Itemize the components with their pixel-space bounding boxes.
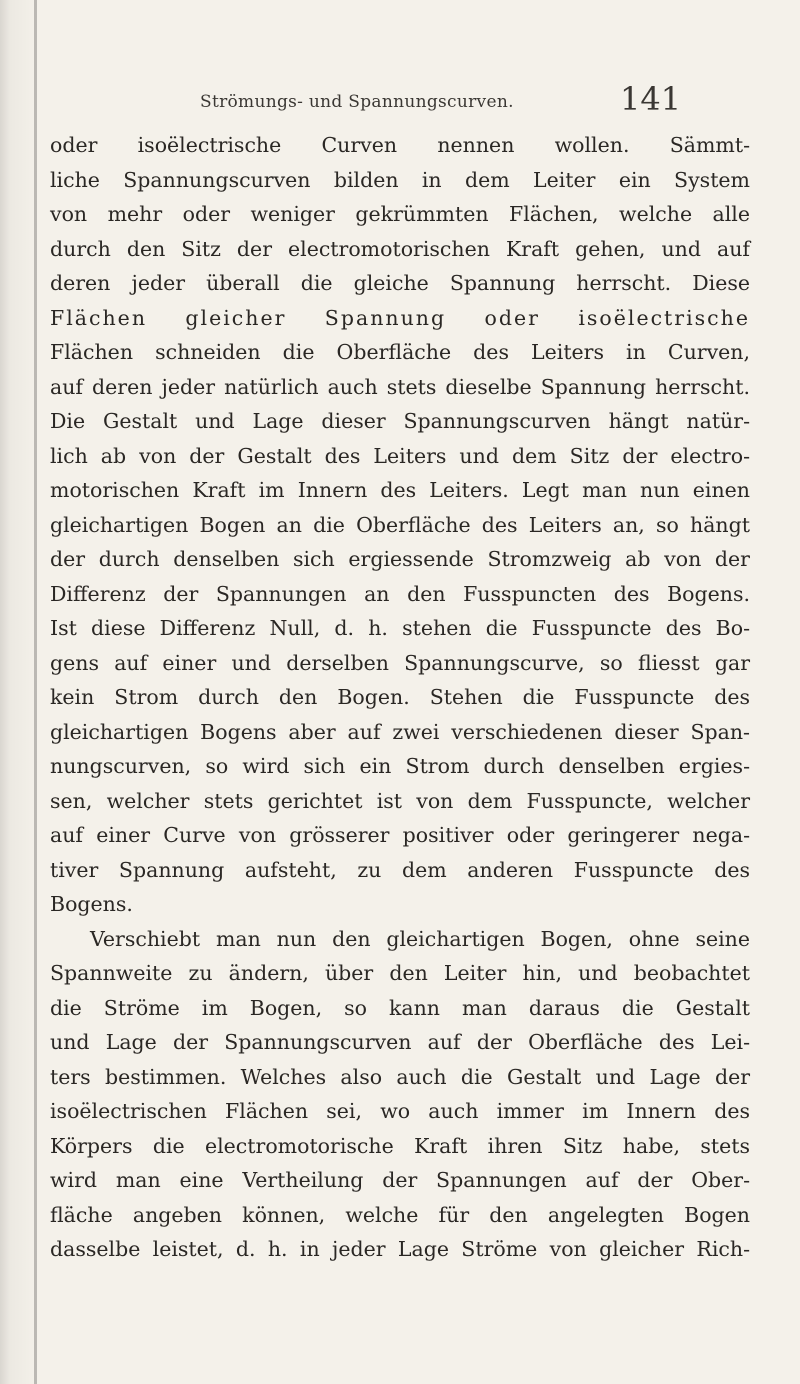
text-line: Körpers die electromotorische Kraft ihren Sitz habe, stets (50, 1133, 750, 1158)
text-line: Differenz der Spannungen an den Fusspuncten des Bogens. (50, 581, 750, 606)
page-number: 141 (620, 80, 682, 118)
text-line: motorischen Kraft im Innern des Leiters. Legt man nun einen (50, 478, 750, 502)
text-line: lich ab von der Gestalt des Leiters und dem Sitz der electro- (50, 443, 750, 468)
binding-edge (34, 0, 37, 1384)
text-line: Ist diese Differenz Null, d. h. stehen die Fusspuncte des Bo- (50, 616, 750, 640)
text-line: Bogens. (50, 892, 133, 916)
text-line: ters bestimmen. Welches also auch die Gestalt und Lage der (50, 1064, 750, 1089)
text-line: Flächen gleicher Spannung oder isoëlectrische (50, 305, 750, 330)
text-line: durch den Sitz der electromotorischen Kraft gehen, und auf (50, 236, 750, 261)
text-line: Verschiebt man nun den gleichartigen Bogen, ohne seine (90, 926, 750, 951)
text-line: von mehr oder weniger gekrümmten Flächen, welche alle (50, 202, 750, 226)
text-line: Spannweite zu ändern, über den Leiter hin, und beobachtet (50, 961, 750, 985)
text-line: auf deren jeder natürlich auch stets dieselbe Spannung herrscht. (50, 374, 750, 399)
running-head: Strömungs- und Spannungscurven. (200, 92, 514, 112)
text-line: oder isoëlectrische Curven nennen wollen. Sämmt- (50, 133, 750, 157)
text-line: dasselbe leistet, d. h. in jeder Lage Ströme von gleicher Rich- (50, 1237, 750, 1261)
text-line: fläche angeben können, welche für den angelegten Bogen (50, 1202, 750, 1227)
text-line: gens auf einer und derselben Spannungscurve, so fliesst gar (50, 650, 750, 675)
text-line: wird man eine Vertheilung der Spannungen auf der Ober- (50, 1168, 750, 1192)
text-line: Flächen schneiden die Oberfläche des Leiters in Curven, (50, 340, 750, 364)
text-line: die Ströme im Bogen, so kann man daraus die Gestalt (50, 995, 750, 1020)
text-line: isoëlectrischen Flächen sei, wo auch immer im Innern des (50, 1099, 750, 1123)
text-line: der durch denselben sich ergiessende Stromzweig ab von der (50, 547, 750, 571)
text-line: auf einer Curve von grösserer positiver oder geringerer nega- (50, 823, 750, 847)
text-line: gleichartigen Bogens aber auf zwei verschiedenen dieser Span- (50, 719, 750, 744)
text-line: gleichartigen Bogen an die Oberfläche des Leiters an, so hängt (50, 512, 750, 537)
text-line: kein Strom durch den Bogen. Stehen die Fusspuncte des (50, 685, 750, 709)
text-line: liche Spannungscurven bilden in dem Leiter ein System (50, 167, 750, 192)
text-line: und Lage der Spannungscurven auf der Oberfläche des Lei- (50, 1030, 750, 1054)
text-line: deren jeder überall die gleiche Spannung herrscht. Diese (50, 271, 750, 295)
page-header (200, 80, 700, 118)
text-line: nungscurven, so wird sich ein Strom durch denselben ergies- (50, 754, 750, 778)
body-text (50, 128, 750, 1267)
text-line: sen, welcher stets gerichtet ist von dem Fusspuncte, welcher (50, 788, 750, 813)
text-line: Die Gestalt und Lage dieser Spannungscurven hängt natür- (50, 409, 750, 433)
text-line: tiver Spannung aufsteht, zu dem anderen Fusspuncte des (50, 857, 750, 882)
